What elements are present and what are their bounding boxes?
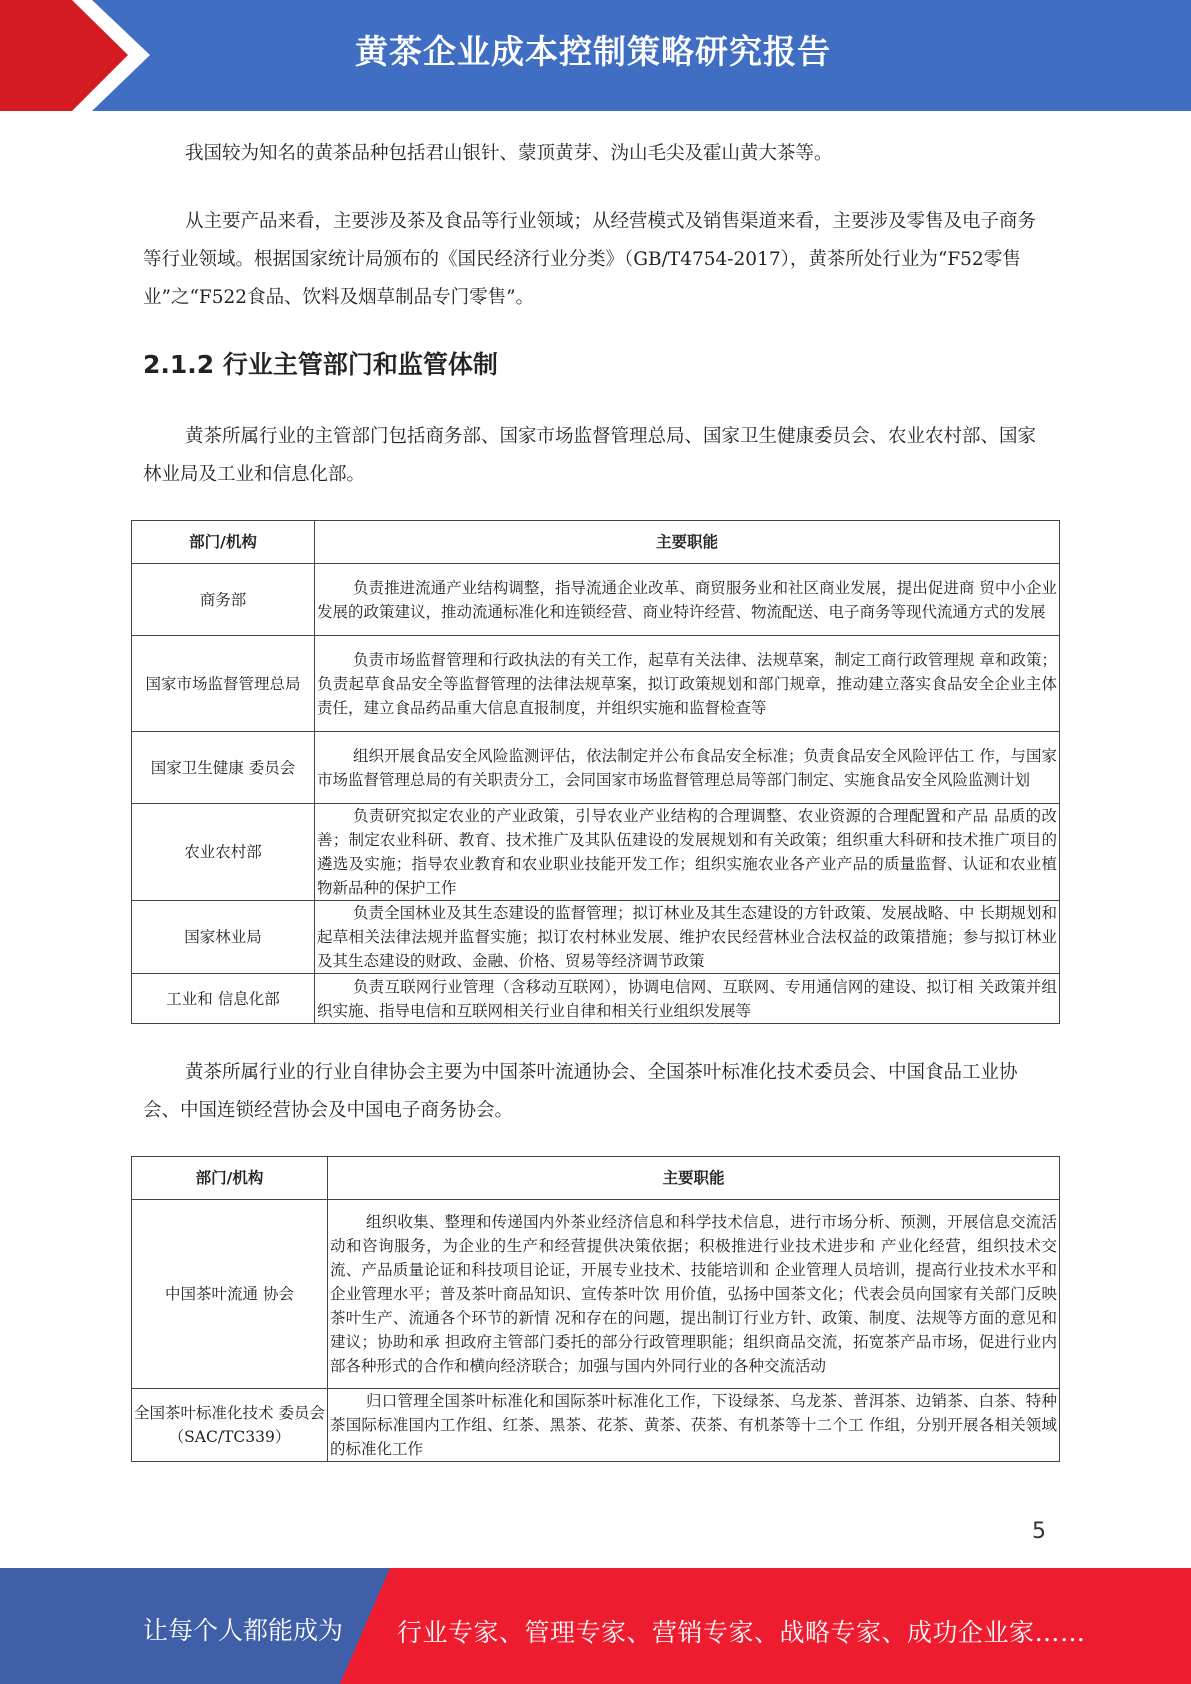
section-heading: 2.1.2 行业主管部门和监管体制 — [143, 350, 498, 379]
footer-slogan-left: 让每个人都能成为 — [143, 1616, 344, 1645]
dept-cell: 国家卫生健康 委员会 — [132, 732, 315, 804]
paragraph-regulators: 黄茶所属行业的主管部门包括商务部、国家市场监督管理总局、国家卫生健康委员会、农业农村部、国家林业局及工业和信息化部。 — [143, 426, 1037, 485]
function-cell: 负责互联网行业管理（含移动互联网），协调电信网、互联网、专用通信网的建设、拟订相 关政策并组织实施、指导电信和互联网相关行业自律和相关行业组织发展等 — [315, 974, 1060, 1024]
report-title: 黄茶企业成本控制策略研究报告 — [355, 32, 831, 71]
function-cell: 组织收集、整理和传递国内外茶业经济信息和科学技术信息，进行市场分析、预测，开展信息交流活动和咨询服务，为企业的生产和经营提供决策依据；积极推进行业技术进步和 产业化经营，组织技术交流、产品质量论证和科技项目论证，开展专业技术、技能培训和 企业管理人员培训，提高行业技术水平和企业管理水平；普及茶叶商品知识、宣传茶叶饮 用价值，弘扬中国茶文化；代表会员向国家有关部门反映茶叶生产、流通各个环节的新情 况和存在的问题，提出制订行业方针、政策、制度、法规等方面的意见和建议；协助和承 担政府主管部门委托的部分行政管理职能；组织商品交流，拓宽茶产品市场，促进行业内 部各种形式的合作和横向经济联合；加强与国内外同行业的各种交流活动 — [328, 1200, 1060, 1389]
paragraph-associations: 黄茶所属行业的行业自律协会主要为中国茶叶流通协会、全国茶叶标准化技术委员会、中国食品工业协会、中国连锁经营协会及中国电子商务协会。 — [143, 1062, 1018, 1121]
dept-cell: 农业农村部 — [132, 804, 315, 901]
table-row — [132, 804, 1060, 901]
associations-table — [131, 1156, 1060, 1462]
paragraph-industry-classification: 从主要产品来看，主要涉及茶及食品等行业领域；从经营模式及销售渠道来看，主要涉及零售及电子商务等行业领域。根据国家统计局颁布的《国民经济行业分类》（GB/T4754-2017），黄茶所处行业为“F52零售业”之“F522食品、饮料及烟草制品专门零售”。 — [143, 211, 1037, 308]
dept-cell: 工业和 信息化部 — [132, 974, 315, 1024]
paragraph-tea-varieties: 我国较为知名的黄茶品种包括君山银针、蒙顶黄芽、沩山毛尖及霍山黄大茶等。 — [185, 143, 833, 164]
function-cell: 归口管理全国茶叶标准化和国际茶叶标准化工作，下设绿茶、乌龙茶、普洱茶、边销茶、白茶、特种茶国际标准国内工作组、红茶、黑茶、花茶、黄茶、茯茶、有机茶等十二个工 作组，分别开展各相关领域的标准化工作 — [328, 1389, 1060, 1462]
table-row — [132, 636, 1060, 732]
table-row — [132, 1389, 1060, 1462]
dept-cell: 国家市场监督管理总局 — [132, 636, 315, 732]
column-header-dept: 部门/机构 — [132, 1157, 328, 1200]
page-header — [0, 0, 1191, 111]
footer-slogan-right: 行业专家、管理专家、营销专家、战略专家、成功企业家…… — [397, 1618, 1086, 1647]
column-header-function: 主要职能 — [328, 1157, 1060, 1200]
table-row — [132, 974, 1060, 1024]
page-number: 5 — [1032, 1519, 1046, 1544]
table-row — [132, 901, 1060, 974]
table-header-row — [132, 1157, 1060, 1200]
dept-cell: 中国茶叶流通 协会 — [132, 1200, 328, 1389]
dept-cell: 商务部 — [132, 564, 315, 636]
page-footer — [0, 1568, 1191, 1684]
function-cell: 负责市场监督管理和行政执法的有关工作，起草有关法律、法规草案，制定工商行政管理规 章和政策；负责起草食品安全等监督管理的法律法规草案，拟订政策规划和部门规章，推动建立落实食品安全企业主体责任，建立食品药品重大信息直报制度，并组织实施和监督检查等 — [315, 636, 1060, 732]
dept-cell: 国家林业局 — [132, 901, 315, 974]
function-cell: 负责推进流通产业结构调整，指导流通企业改革、商贸服务业和社区商业发展，提出促进商 贸中小企业发展的政策建议，推动流通标准化和连锁经营、商业特许经营、物流配送、电子商务等现代流通方式的发展 — [315, 564, 1060, 636]
function-cell: 组织开展食品安全风险监测评估，依法制定并公布食品安全标准；负责食品安全风险评估工 作，与国家市场监督管理总局的有关职责分工，会同国家市场监督管理总局等部门制定、实施食品安全风险监测计划 — [315, 732, 1060, 804]
function-cell: 负责全国林业及其生态建设的监督管理；拟订林业及其生态建设的方针政策、发展战略、中 长期规划和起草相关法律法规并监督实施；拟订农村林业发展、维护农民经营林业合法权益的政策措施；参与拟订林业及其生态建设的财政、金融、价格、贸易等经济调节政策 — [315, 901, 1060, 974]
table-row — [132, 1200, 1060, 1389]
column-header-function: 主要职能 — [315, 521, 1060, 564]
function-cell: 负责研究拟定农业的产业政策，引导农业产业结构的合理调整、农业资源的合理配置和产品 品质的改善；制定农业科研、教育、技术推广及其队伍建设的发展规划和有关政策；组织重大科研和技术推广项目的遴选及实施；指导农业教育和农业职业技能开发工作；组织实施农业各产业产品的质量监督、认证和农业植物新品种的保护工作 — [315, 804, 1060, 901]
column-header-dept: 部门/机构 — [132, 521, 315, 564]
dept-cell: 全国茶叶标准化技术 委员会（SAC/TC339） — [132, 1389, 328, 1462]
regulators-table — [131, 520, 1060, 1024]
table-header-row — [132, 521, 1060, 564]
table-row — [132, 564, 1060, 636]
table-row — [132, 732, 1060, 804]
